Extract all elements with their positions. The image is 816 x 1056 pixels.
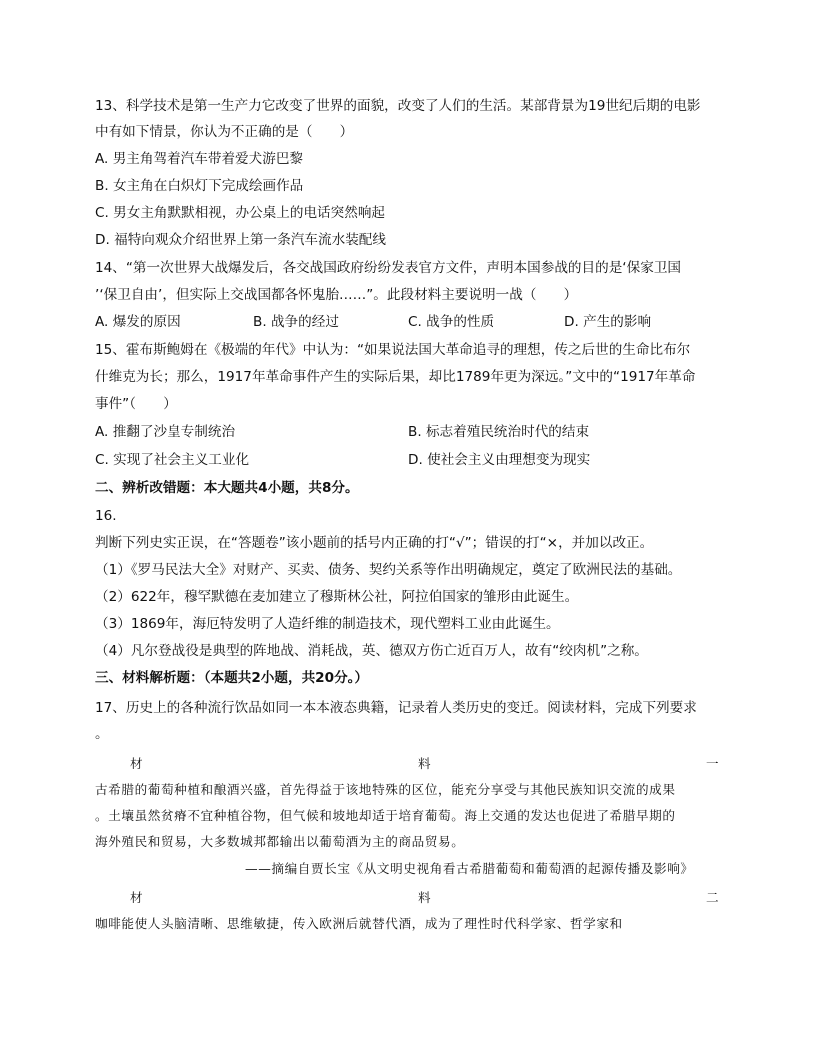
- q16-item-1: （1）《罗马民法大全》对财产、买卖、债务、契约关系等作出明确规定，奠定了欧洲民法的基础。: [95, 562, 682, 578]
- q17-stem-line2: 。: [95, 726, 109, 742]
- q15-option-a: A. 推翻了沙皇专制统治: [95, 424, 236, 440]
- q14-stem-line1: 14、“第一次世界大战爆发后，各交战国政府纷纷发表官方文件，声明本国参战的目的是‘保家卫国: [95, 260, 682, 276]
- material2-line1: 咖啡能使人头脑清晰、思维敏捷，传入欧洲后就替代酒，成为了理性时代科学家、哲学家和: [95, 916, 623, 931]
- q16-item-2: （2）622年，穆罕默德在麦加建立了穆斯林公社，阿拉伯国家的雏形由此诞生。: [95, 589, 579, 605]
- material2-label-mid: 料: [418, 890, 432, 905]
- material2-label-right: 二: [706, 890, 720, 905]
- q16-item-4: （4）凡尔登战役是典型的阵地战、消耗战，英、德双方伤亡近百万人，故有“绞肉机”之称。: [95, 643, 648, 659]
- material1-line3: 海外殖民和贸易，大多数城邦都输出以葡萄酒为主的商品贸易。: [95, 834, 465, 849]
- q15-stem-line1: 15、霍布斯鲍姆在《极端的年代》中认为：“如果说法国大革命追寻的理想，传之后世的生命比布尔: [95, 342, 691, 358]
- material1-label-left: 材: [130, 756, 144, 771]
- material1-line1: 古希腊的葡萄种植和酿酒兴盛，首先得益于该地特殊的区位，能充分享受与其他民族知识交流的成果: [95, 782, 676, 797]
- q14-stem-line2: ’‘保卫自由’，但实际上交战国都各怀鬼胎……”。此段材料主要说明一战（ ）: [95, 287, 578, 303]
- section2-heading: 二、辨析改错题：本大题共4小题，共8分。: [95, 480, 359, 496]
- material1-label-right: 一: [706, 756, 720, 771]
- q14-option-d: D. 产生的影响: [564, 314, 652, 330]
- q14-option-b: B. 战争的经过: [253, 314, 339, 330]
- q16-item-3: （3）1869年，海厄特发明了人造纤维的制造技术，现代塑料工业由此诞生。: [95, 616, 560, 632]
- q15-option-d: D. 使社会主义由理想变为现实: [408, 452, 591, 468]
- material1-source: ——摘编自贾长宝《从文明史视角看古希腊葡萄和葡萄酒的起源传播及影响》: [245, 861, 694, 876]
- q13-option-c: C. 男女主角默默相视，办公桌上的电话突然响起: [95, 205, 386, 221]
- q17-stem-line1: 17、历史上的各种流行饮品如同一本本液态典籍，记录着人类历史的变迁。阅读材料，完成下列要求: [95, 700, 697, 716]
- section3-heading: 三、材料解析题：（本题共2小题，共20分。）: [95, 670, 369, 686]
- q13-stem-line2: 中有如下情景，你认为不正确的是（ ）: [95, 124, 354, 140]
- q13-stem-line1: 13、科学技术是第一生产力它改变了世界的面貌，改变了人们的生活。某部背景为19世纪后期的电影: [95, 98, 701, 114]
- material1-label-mid: 料: [418, 756, 432, 771]
- q15-stem-line2: 什维克为长；那么，1917年革命事件产生的实际后果，却比1789年更为深远。”文中的“1917年革命: [95, 369, 696, 385]
- q14-option-a: A. 爆发的原因: [95, 314, 181, 330]
- q15-option-b: B. 标志着殖民统治时代的结束: [408, 424, 590, 440]
- q14-option-c: C. 战争的性质: [408, 314, 495, 330]
- material2-label-left: 材: [130, 890, 144, 905]
- material1-line2: 。土壤虽然贫瘠不宜种植谷物，但气候和坡地却适于培育葡萄。海上交通的发达也促进了希腊早期的: [95, 808, 676, 823]
- q15-stem-line3: 事件”（ ）: [95, 396, 177, 412]
- q16-number: 16.: [95, 508, 117, 524]
- q16-instruction: 判断下列史实正误，在“答题卷”该小题前的括号内正确的打“√”；错误的打“×，并加以改正。: [95, 535, 654, 551]
- q13-option-d: D. 福特向观众介绍世界上第一条汽车流水装配线: [95, 232, 386, 248]
- q13-option-a: A. 男主角驾着汽车带着爱犬游巴黎: [95, 151, 304, 167]
- q13-option-b: B. 女主角在白炽灯下完成绘画作品: [95, 178, 304, 194]
- q15-option-c: C. 实现了社会主义工业化: [95, 452, 250, 468]
